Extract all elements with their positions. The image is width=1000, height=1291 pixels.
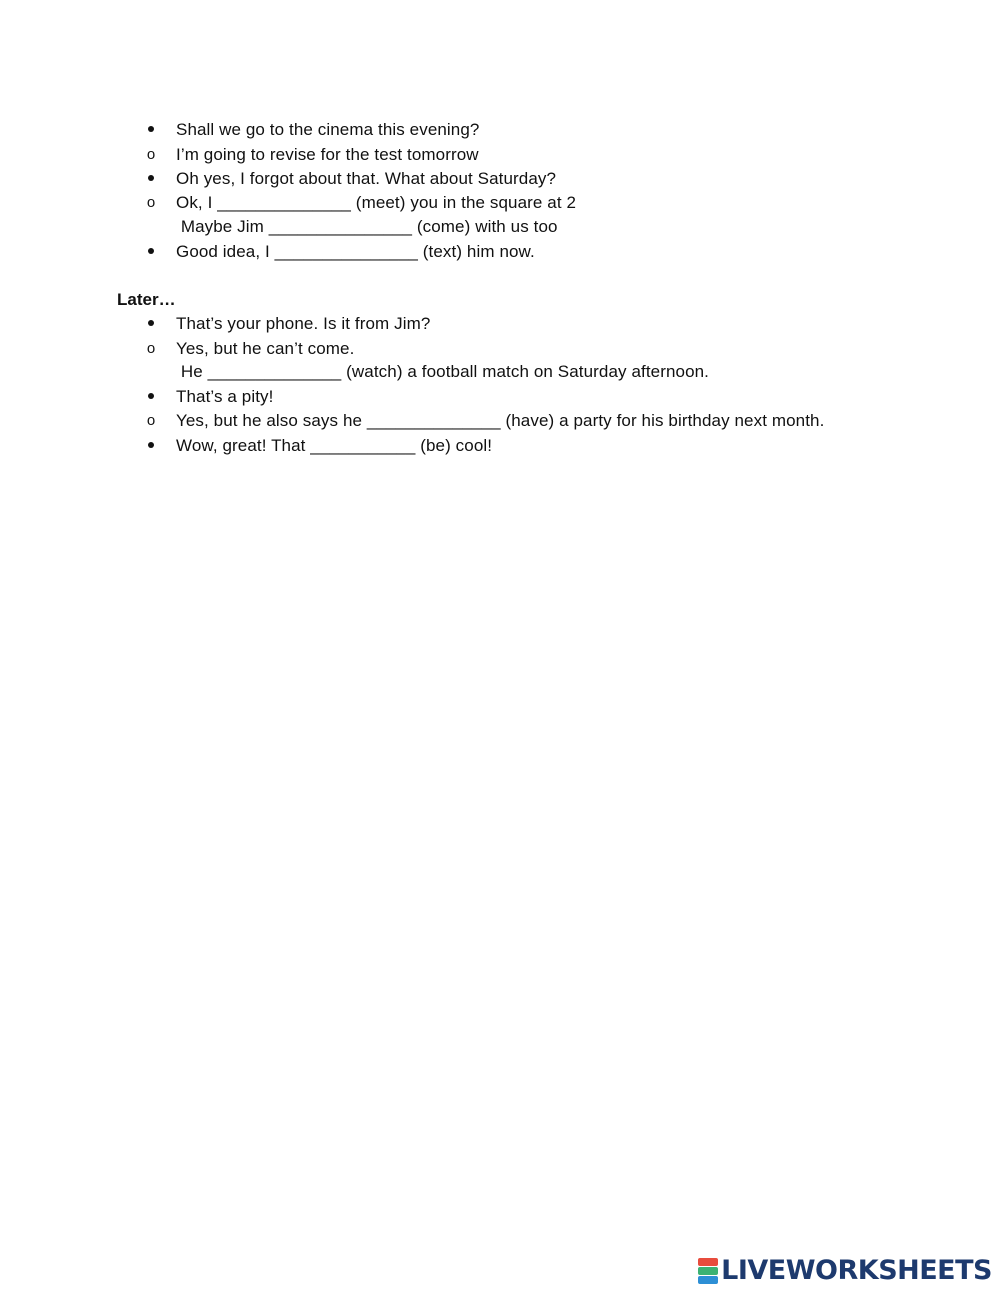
dialogue-line: That’s your phone. Is it from Jim?: [176, 314, 431, 333]
logo-text: LIVEWORKSHEETS: [721, 1255, 992, 1286]
circle-marker: o: [146, 146, 156, 163]
dialogue-line: Shall we go to the cinema this evening?: [176, 120, 480, 139]
circle-marker: o: [146, 194, 156, 211]
dialogue-line: I’m going to revise for the test tomorrow: [176, 145, 479, 164]
logo-cube-block: [698, 1258, 718, 1266]
logo-cube-block: [698, 1276, 718, 1284]
bullet-marker: [144, 435, 158, 457]
dialogue-line: Wow, great! That ___________ (be) cool!: [176, 436, 493, 455]
logo-cube-block: [698, 1267, 718, 1275]
circle-marker: o: [146, 340, 156, 357]
dialogue-line: That’s a pity!: [176, 387, 274, 406]
dialogue-line-continued: He ______________ (watch) a football match on Saturday afternoon.: [176, 362, 710, 381]
dialogue-line: Yes, but he also says he ______________ (have) a party for his birthday next month.: [176, 411, 825, 430]
logo-cube-icon: [698, 1258, 718, 1284]
bullet-marker: [144, 386, 158, 408]
liveworksheets-logo: [698, 1256, 992, 1286]
dialogue-line: Yes, but he can’t come.: [176, 339, 355, 358]
dialogue-line: Good idea, I _______________ (text) him now.: [176, 242, 535, 261]
bullet-marker: [144, 168, 158, 190]
later-heading: Later…: [117, 290, 176, 309]
circle-marker: o: [146, 412, 156, 429]
bullet-marker: [144, 313, 158, 335]
dialogue-line-continued: Maybe Jim _______________ (come) with us too: [176, 217, 558, 236]
dialogue-line: Oh yes, I forgot about that. What about Saturday?: [176, 169, 557, 188]
bullet-marker: [144, 119, 158, 141]
bullet-marker: [144, 241, 158, 263]
dialogue-line: Ok, I ______________ (meet) you in the square at 2: [176, 193, 577, 212]
